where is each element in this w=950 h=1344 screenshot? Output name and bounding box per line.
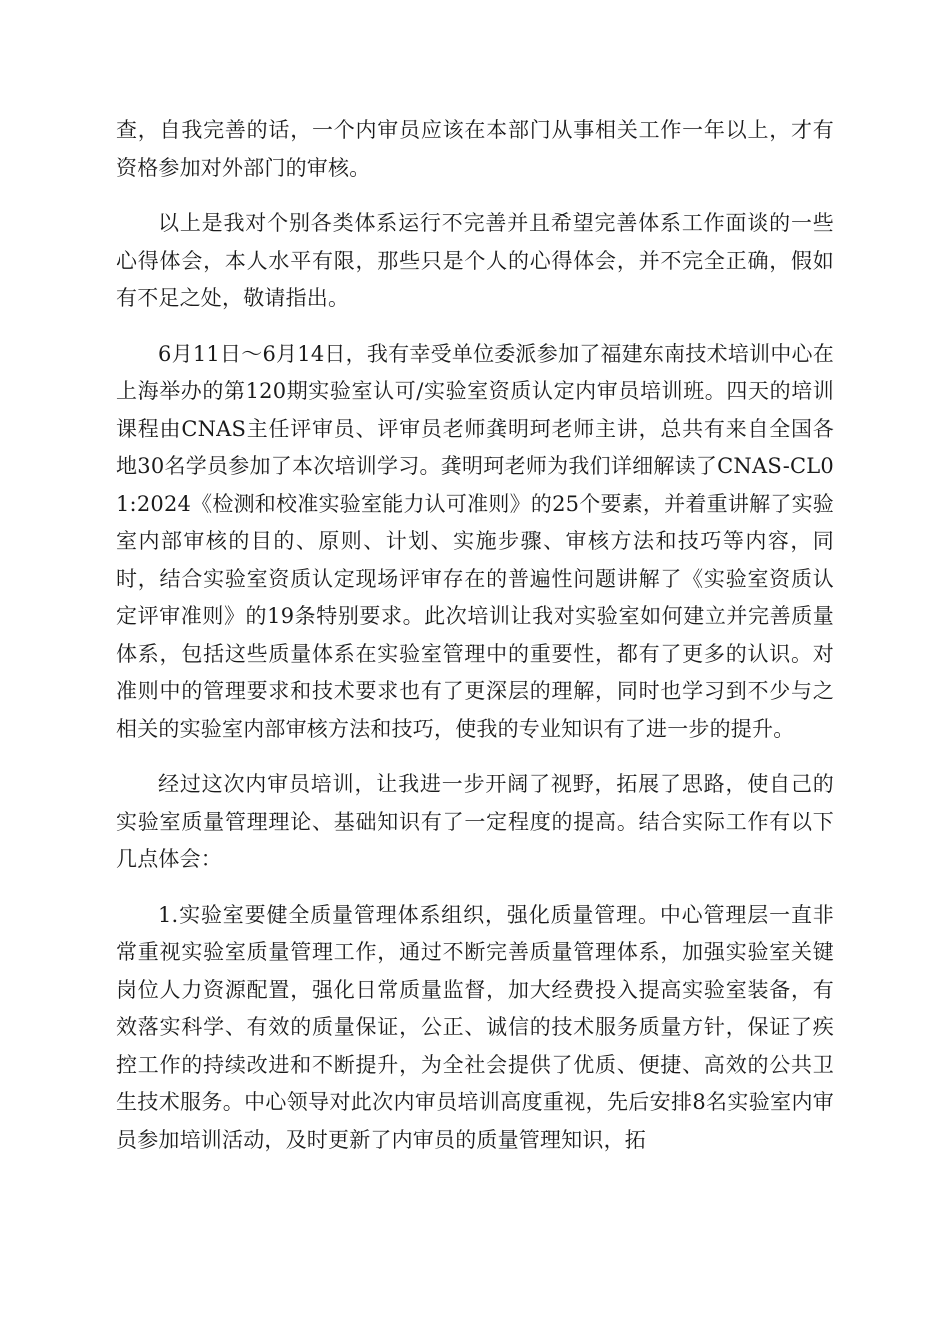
paragraph: 6月11日～6月14日，我有幸受单位委派参加了福建东南技术培训中心在上海举办的第120期实验室认可/实验室资质认定内审员培训班。四天的培训课程由CNAS主任评审员、评审员老师龚明珂老师主讲，总共有来自全国各地30名学员参加了本次培训学习。龚明珂老师为我们详细解读了CNAS-CL01:2024《检测和校准实验室能力认可准则》的25个要素，并着重讲解了实验室内部审核的目的、原则、计划、实施步骤、审核方法和技巧等内容，同时，结合实验室资质认定现场评审存在的普遍性问题讲解了《实验室资质认定评审准则》的19条特别要求。此次培训让我对实验室如何建立并完善质量体系，包括这些质量体系在实验室管理中的重要性，都有了更多的认识。对准则中的管理要求和技术要求也有了更深层的理解，同时也学习到不少与之相关的实验室内部审核方法和技巧，使我的专业知识有了进一步的提升。	[116, 341, 834, 741]
paragraph: 查，自我完善的话，一个内审员应该在本部门从事相关工作一年以上，才有资格参加对外部门的审核。	[116, 118, 834, 180]
paragraph: 1.实验室要健全质量管理体系组织，强化质量管理。中心管理层一直非常重视实验室质量管理工作，通过不断完善质量管理体系，加强实验室关键岗位人力资源配置，强化日常质量监督，加大经费投入提高实验室装备，有效落实科学、有效的质量保证，公正、诚信的技术服务质量方针，保证了疾控工作的持续改进和不断提升，为全社会提供了优质、便捷、高效的公共卫生技术服务。中心领导对此次内审员培训高度重视，先后安排8名实验室内审员参加培训活动，及时更新了内审员的质量管理知识，拓	[116, 902, 834, 1152]
paragraph: 以上是我对个别各类体系运行不完善并且希望完善体系工作面谈的一些心得体会，本人水平有限，那些只是个人的心得体会，并不完全正确，假如有不足之处，敬请指出。	[116, 211, 834, 310]
paragraph: 经过这次内审员培训，让我进一步开阔了视野，拓展了思路，使自己的实验室质量管理理论、基础知识有了一定程度的提高。结合实际工作有以下几点体会：	[116, 772, 834, 871]
document-body	[116, 112, 834, 1177]
